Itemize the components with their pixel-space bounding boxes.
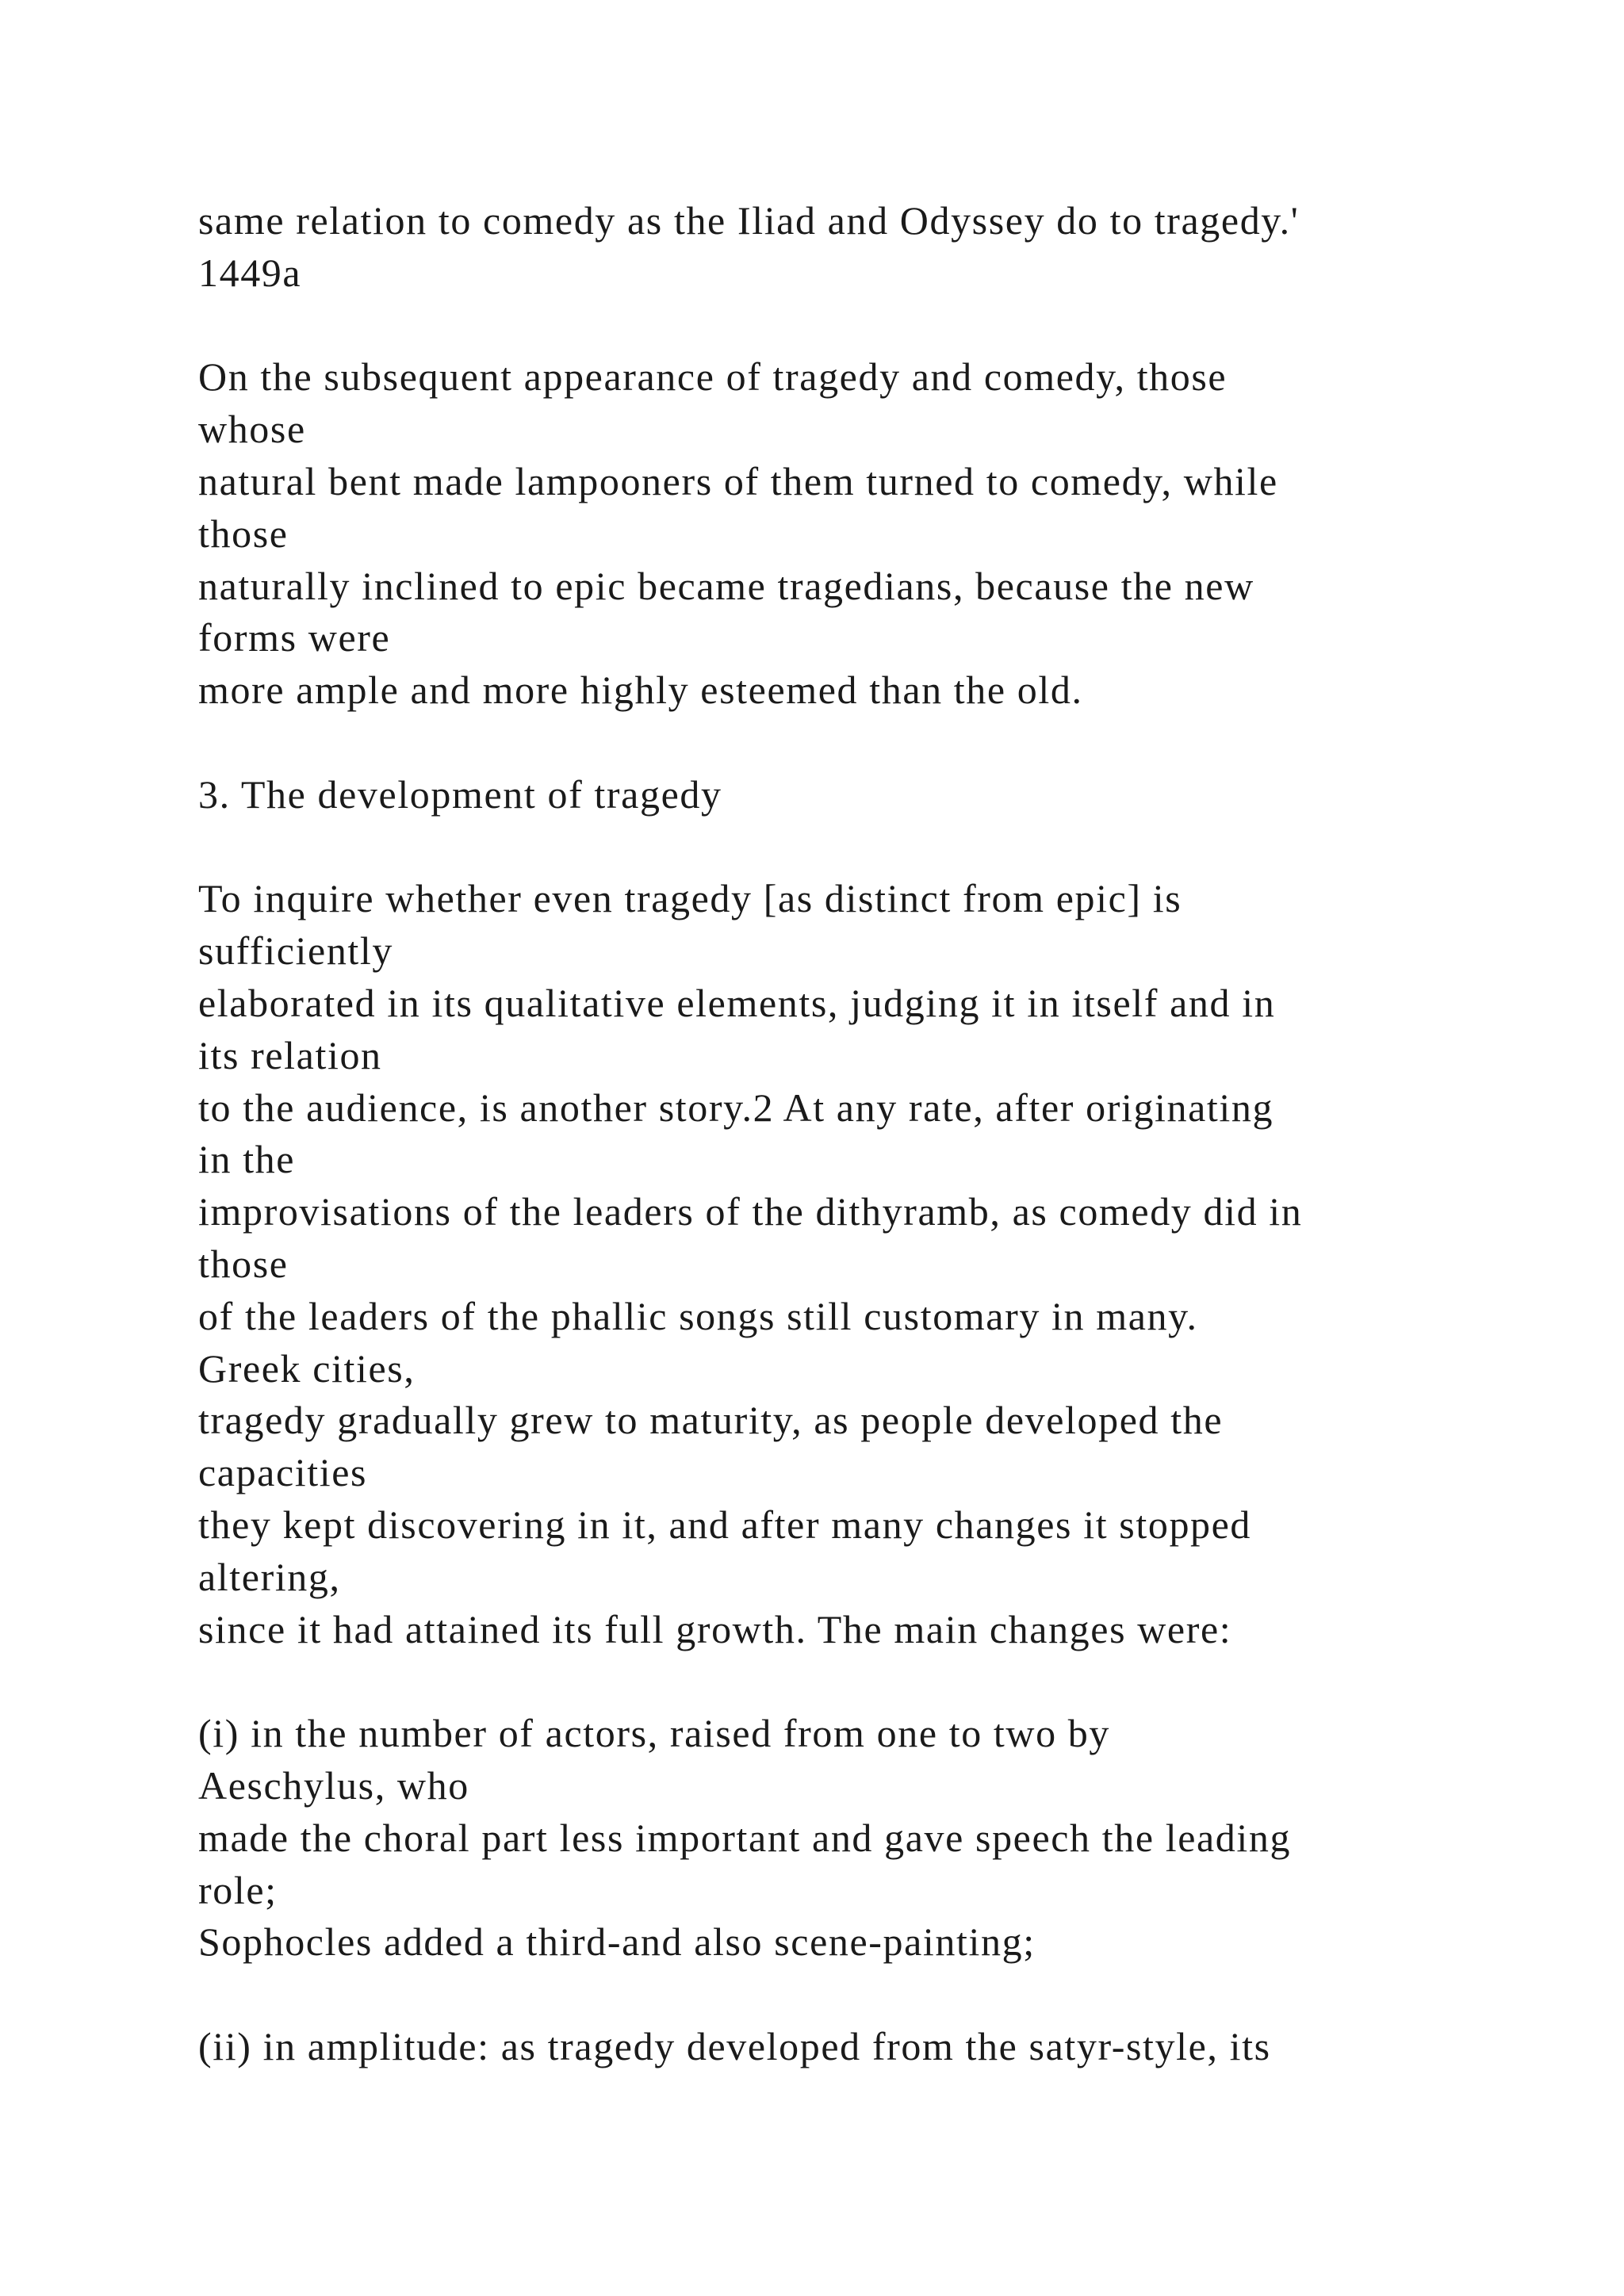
text-line: capacities (198, 1450, 368, 1495)
blank-line (198, 1969, 1507, 2021)
document-body (198, 195, 1507, 2073)
text-line: Greek cities, (198, 1345, 416, 1391)
text-line: role; (198, 1867, 278, 1912)
text-line: Sophocles added a third-and also scene-painting; (198, 1919, 1036, 1965)
text-line: sufficiently (198, 928, 394, 974)
blank-line (198, 821, 1507, 874)
text-line: forms were (198, 615, 391, 660)
text-line: more ample and more highly esteemed than the old. (198, 668, 1083, 713)
text-line: (ii) in amplitude: as tragedy developed from the satyr-style, its (198, 2023, 1271, 2068)
text-line: those (198, 511, 289, 556)
text-line: improvisations of the leaders of the dithyramb, as comedy did in (198, 1189, 1303, 1234)
blank-line (198, 717, 1507, 769)
text-line: tragedy gradually grew to maturity, as people developed the (198, 1398, 1224, 1443)
section-heading: 3. The development of tragedy (198, 771, 722, 817)
text-line: Aeschylus, who (198, 1762, 469, 1808)
text-line: made the choral part less important and gave speech the leading (198, 1815, 1292, 1860)
text-line: they kept discovering in it, and after many changes it stopped (198, 1502, 1252, 1547)
text-line: of the leaders of the phallic songs still customary in many. (198, 1293, 1198, 1338)
text-line: To inquire whether even tragedy [as distinct from epic] is (198, 876, 1182, 921)
text-line: altering, (198, 1554, 341, 1599)
text-line: (i) in the number of actors, raised from one to two by (198, 1711, 1110, 1756)
text-line: those (198, 1241, 289, 1286)
text-line: same relation to comedy as the Iliad and Odyssey do to tragedy.' (198, 198, 1300, 243)
blank-line (198, 1655, 1507, 1708)
text-line: in the (198, 1137, 296, 1182)
text-line: whose (198, 407, 306, 452)
text-line: since it had attained its full growth. The main changes were: (198, 1606, 1232, 1651)
text-line: On the subsequent appearance of tragedy and comedy, those (198, 354, 1228, 400)
text-line: its relation (198, 1032, 382, 1077)
text-line: naturally inclined to epic became tragedians, because the new (198, 563, 1254, 608)
blank-line (198, 300, 1507, 352)
text-line: natural bent made lampooners of them turned to comedy, while (198, 458, 1278, 503)
text-line: elaborated in its qualitative elements, judging it in itself and in (198, 980, 1276, 1025)
text-line: to the audience, is another story.2 At any rate, after originating (198, 1085, 1274, 1130)
text-line: 1449a (198, 250, 302, 295)
